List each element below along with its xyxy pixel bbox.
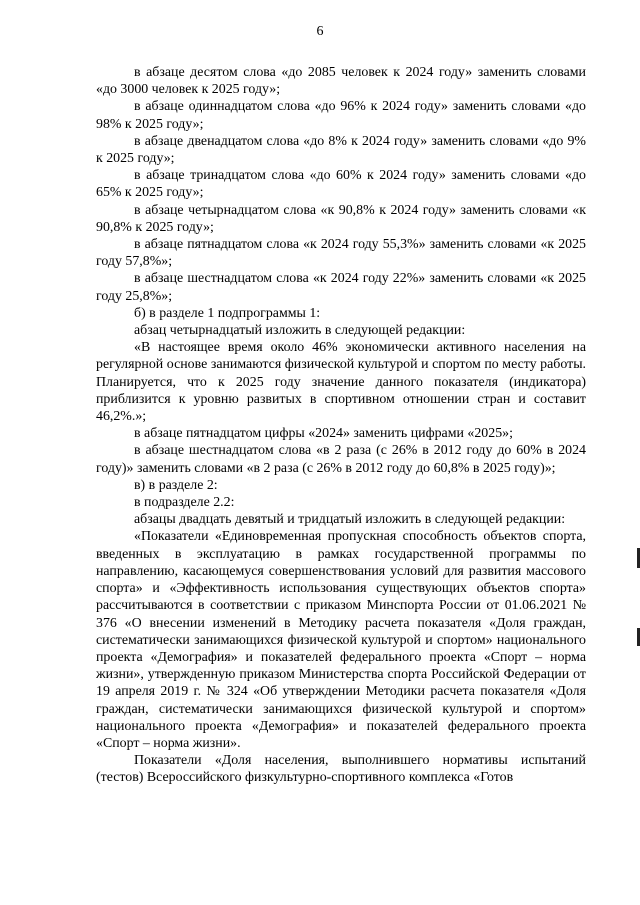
paragraph-12: в абзаце шестнадцатом слова «в 2 раза (с 26% в 2012 году до 60% в 2024 году)» заменить словами «в 2 раза (с 26% в 2012 году до 60,8% в 2025 году)»;: [96, 443, 586, 476]
paragraph-6: в абзаце пятнадцатом слова «к 2024 году 55,3%» заменить словами «к 2025 году 57,8%»;: [96, 237, 586, 270]
paragraph-2: в абзаце одиннадцатом слова «до 96% к 2024 году» заменить словами «до 98% к 2025 году»;: [96, 99, 586, 132]
paragraph-7: в абзаце шестнадцатом слова «к 2024 году 22%» заменить словами «к 2025 году 25,8%»;: [96, 271, 586, 304]
paragraph-8: б) в разделе 1 подпрограммы 1:: [134, 305, 321, 321]
document-body: [96, 64, 586, 787]
paragraph-1: в абзаце десятом слова «до 2085 человек к 2024 году» заменить словами «до 3000 человек к 2025 году»;: [96, 65, 586, 98]
page-number: 6: [316, 24, 324, 39]
paragraph-17: Показатели «Доля населения, выполнившего нормативы испытаний (тестов) Всероссийского физкультурно-спортивного комплекса «Готов: [96, 753, 586, 786]
paragraph-11: в абзаце пятнадцатом цифры «2024» заменить цифрами «2025»;: [134, 426, 513, 442]
paragraph-16: «Показатели «Единовременная пропускная способность объектов спорта, введенных в эксплуатацию в рамках государственной программы по направлению, касающемуся совершенствования условий для развития массового спорта» и «Эффективность использования существующих объектов спорта» рассчитываются в соответствии с приказом Минспорта России от 01.06.2021 № 376 «О внесении изменений в Методику расчета показателя «Доля граждан, систематически занимающихся физической культурой и спортом» национального проекта «Демография» и показателей федерального проекта «Спорт – норма жизни», утвержденную приказом Министерства спорта Российской Федерации от 19 апреля 2019 г. № 324 «Об утверждении Методики расчета показателя «Доля граждан, систематически занимающихся физической культурой и спортом» национального проекта «Демография» и показателей федерального проекта «Спорт – норма жизни».: [96, 529, 586, 751]
paragraph-14: в подразделе 2.2:: [134, 495, 235, 511]
paragraph-4: в абзаце тринадцатом слова «до 60% к 2024 году» заменить словами «до 65% к 2025 году»;: [96, 168, 586, 201]
paragraph-15: абзацы двадцать девятый и тридцатый изложить в следующей редакции:: [134, 512, 566, 528]
paragraph-9: абзац четырнадцатый изложить в следующей редакции:: [134, 323, 466, 339]
paragraph-10: «В настоящее время около 46% экономически активного населения на регулярной основе занимаются физической культурой и спортом по месту работы. Планируется, что к 2025 году значение данного показателя (индикатора) приблизится к уровню развитых в спортивном отношении стран и составит 46,2%.»;: [96, 340, 586, 425]
paragraph-3: в абзаце двенадцатом слова «до 8% к 2024 году» заменить словами «до 9% к 2025 году»;: [96, 133, 586, 167]
paragraph-5: в абзаце четырнадцатом слова «к 90,8% к 2024 году» заменить словами «к 90,8% к 2025 году»;: [96, 202, 586, 235]
paragraph-13: в) в разделе 2:: [134, 477, 218, 493]
